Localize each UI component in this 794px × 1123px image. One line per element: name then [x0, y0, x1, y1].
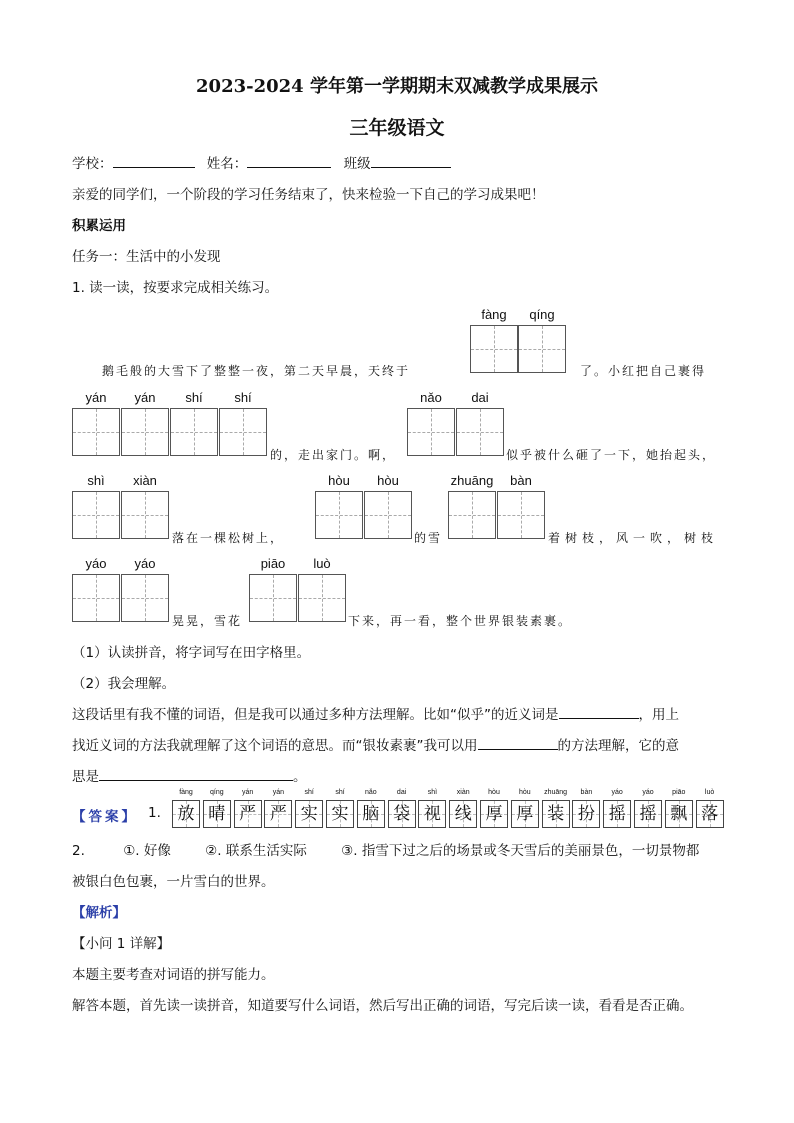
- passage-text: 的，走出家门。啊，: [270, 448, 397, 462]
- passage-text: 落在一棵松树上，: [172, 531, 285, 545]
- answer-blank-2[interactable]: [478, 735, 558, 750]
- answer-char: 脑: [362, 804, 380, 824]
- sub-question-2: （2）我会理解。: [72, 676, 176, 692]
- answer-char-box: [295, 800, 323, 828]
- answer-char-box: [264, 800, 292, 828]
- passage-text: 鹅毛般的大雪下了整整一夜，第二天早晨，天终于: [102, 364, 411, 378]
- tianzige-cell[interactable]: [121, 574, 169, 622]
- tianzige-cell[interactable]: [448, 491, 496, 539]
- intro-text: 亲爱的同学们，一个阶段的学习任务结束了，快来检验一下自己的学习成果吧！: [72, 187, 545, 203]
- answer-char: 扮: [577, 804, 595, 824]
- answer-pinyin: yán: [272, 789, 285, 796]
- tianzige-cell[interactable]: [72, 574, 120, 622]
- answer-char-box: [388, 800, 416, 828]
- pinyin: hòu: [328, 473, 350, 488]
- answer-2-number: 2.: [72, 843, 85, 859]
- answer-pinyin: shí: [304, 789, 314, 796]
- pinyin: piāo: [260, 556, 286, 571]
- section-heading: 积累运用: [72, 218, 126, 234]
- answer-label: 【答案】: [72, 809, 138, 825]
- answer-char: 落: [701, 804, 719, 824]
- answer-pinyin: hòu: [488, 789, 500, 796]
- pinyin: yán: [85, 390, 107, 405]
- pinyin: bàn: [510, 473, 532, 488]
- pinyin: yáo: [134, 556, 156, 571]
- pinyin: dai: [471, 390, 489, 405]
- para-text: 的方法理解，它的意: [557, 738, 679, 754]
- tianzige-cell[interactable]: [518, 325, 566, 373]
- answer-pinyin: bàn: [580, 789, 593, 796]
- pinyin: nǎo: [420, 390, 442, 405]
- para-text: 这段话里有我不懂的词语，但是我可以通过多种方法理解。比如“似乎”的近义词是: [72, 707, 559, 723]
- answer-char-box: [357, 800, 385, 828]
- answer-char-box: [665, 800, 693, 828]
- answer-char: 装: [547, 804, 565, 824]
- answer-char-box: [603, 800, 631, 828]
- pinyin: zhuāng: [450, 473, 494, 488]
- answer-char-box: [449, 800, 477, 828]
- pinyin: shí: [185, 390, 203, 405]
- tianzige-cell[interactable]: [315, 491, 363, 539]
- tianzige-cell[interactable]: [249, 574, 297, 622]
- passage-text: 的雪: [414, 531, 443, 545]
- answer-char-box: [203, 800, 231, 828]
- passage-text: 下来，再一看，整个世界银装素裹。: [348, 614, 573, 628]
- pinyin: hòu: [377, 473, 399, 488]
- sub-question-1: （1）认读拼音，将字词写在田字格里。: [72, 645, 311, 661]
- answer-char-box: [696, 800, 724, 828]
- pinyin: luò: [313, 556, 331, 571]
- answer-char: 袋: [393, 804, 411, 824]
- answer-char-box: [418, 800, 446, 828]
- answer-char: 线: [454, 804, 472, 824]
- passage-text: 了。小红把自己裹得: [580, 364, 707, 378]
- task-heading: 任务一：生活中的小发现: [72, 249, 221, 265]
- info-line: [72, 152, 451, 172]
- answer-char: 摇: [639, 804, 657, 824]
- name-label: 姓名：: [206, 156, 248, 172]
- passage-text: 着树枝，风一吹，树枝: [548, 531, 719, 545]
- answer-char: 晴: [208, 804, 226, 824]
- passage-text: 似乎被什么砸了一下，她抬起头，: [506, 448, 717, 462]
- answer-char-box: [234, 800, 262, 828]
- tianzige-cell[interactable]: [72, 408, 120, 456]
- answer-pinyin: zhuāng: [544, 789, 568, 796]
- pinyin: yán: [134, 390, 156, 405]
- answer-char: 严: [239, 804, 257, 824]
- pinyin: qíng: [529, 307, 555, 322]
- answer-char-box: [572, 800, 600, 828]
- answer-char: 实: [300, 804, 318, 824]
- class-field[interactable]: [371, 153, 451, 168]
- pinyin: shì: [87, 473, 105, 488]
- answer-char: 飘: [670, 804, 688, 824]
- pinyin: shí: [234, 390, 252, 405]
- answer-pinyin: hòu: [518, 789, 531, 796]
- question-1: 1. 读一读，按要求完成相关练习。: [72, 280, 279, 296]
- tianzige-cell[interactable]: [72, 491, 120, 539]
- page-subtitle: 三年级语文: [349, 117, 445, 139]
- analysis-label: 【解析】: [72, 905, 126, 921]
- answer-char: 厚: [516, 804, 534, 824]
- answer-pinyin: yáo: [642, 789, 654, 796]
- tianzige-cell[interactable]: [364, 491, 412, 539]
- school-field[interactable]: [113, 153, 195, 168]
- answer-2-line: [72, 839, 699, 859]
- class-label: 班级: [343, 156, 371, 172]
- answer-char: 放: [177, 804, 195, 824]
- answer-pinyin: yáo: [611, 789, 623, 796]
- answer-char: 严: [269, 804, 287, 824]
- answer-blank-3[interactable]: [99, 766, 293, 781]
- answer-pinyin: dai: [396, 789, 407, 796]
- answer-pinyin: xiàn: [456, 789, 470, 796]
- answer-pinyin: piāo: [672, 789, 686, 796]
- passage-text: 晃晃，雪花: [172, 614, 243, 628]
- para-line: [72, 703, 679, 723]
- tianzige-cell[interactable]: [121, 491, 169, 539]
- answer-char-box: [326, 800, 354, 828]
- answer-char-box: [511, 800, 539, 828]
- answer-char-box: [480, 800, 508, 828]
- answer-pinyin: luò: [704, 789, 715, 796]
- answer-char: 厚: [485, 804, 503, 824]
- answer-pinyin: yán: [241, 789, 254, 796]
- answer-pinyin: shí: [335, 789, 345, 796]
- answer-char: 视: [423, 804, 441, 824]
- pinyin: fàng: [481, 307, 507, 322]
- school-label: 学校：: [72, 156, 113, 172]
- answer-pinyin: fàng: [179, 789, 193, 796]
- answer-number: 1.: [148, 805, 161, 821]
- answer-char-box: [172, 800, 200, 828]
- para-text: 找近义词的方法我就理解了这个词语的意思。而“银妆素裹”我可以用: [72, 738, 478, 754]
- answer-char-box: [542, 800, 570, 828]
- answer-2-item: ②. 联系生活实际: [205, 843, 307, 859]
- analysis-paragraph: 本题主要考查对词语的拼写能力。: [72, 967, 275, 983]
- para-text: ，用上: [638, 707, 679, 723]
- tianzige-cell[interactable]: [170, 408, 218, 456]
- answer-char-box: [634, 800, 662, 828]
- para-line: [72, 765, 307, 785]
- tianzige-cell[interactable]: [219, 408, 267, 456]
- tianzige-cell[interactable]: [456, 408, 504, 456]
- tianzige-cell[interactable]: [298, 574, 346, 622]
- tianzige-cell[interactable]: [407, 408, 455, 456]
- answer-char: 摇: [608, 804, 626, 824]
- pinyin: xiàn: [133, 473, 157, 488]
- para-text: 思是: [72, 769, 99, 785]
- answer-char: 实: [331, 804, 349, 824]
- answer-pinyin: shì: [427, 789, 438, 796]
- para-line: [72, 734, 679, 754]
- name-field[interactable]: [247, 153, 331, 168]
- para-text: 。: [293, 769, 307, 785]
- answer-2-item: ①. 好像: [123, 843, 171, 859]
- analysis-sub-heading: 【小问 1 详解】: [72, 936, 171, 952]
- answer-blank-1[interactable]: [559, 704, 639, 719]
- analysis-paragraph: 解答本题，首先读一读拼音，知道要写什么词语，然后写出正确的词语，写完后读一读，看看是否正确。: [72, 998, 693, 1014]
- page-title: 2023-2024 学年第一学期期末双减教学成果展示: [196, 76, 598, 97]
- answer-2-continuation: 被银白色包裹，一片雪白的世界。: [72, 874, 275, 890]
- answer-pinyin: qíng: [209, 789, 224, 796]
- pinyin: yáo: [85, 556, 107, 571]
- tianzige-cell[interactable]: [121, 408, 169, 456]
- tianzige-cell[interactable]: [470, 325, 518, 373]
- tianzige-cell[interactable]: [497, 491, 545, 539]
- answer-2-item: ③. 指雪下过之后的场景或冬天雪后的美丽景色，一切景物都: [341, 843, 700, 859]
- answer-pinyin: nǎo: [364, 789, 377, 796]
